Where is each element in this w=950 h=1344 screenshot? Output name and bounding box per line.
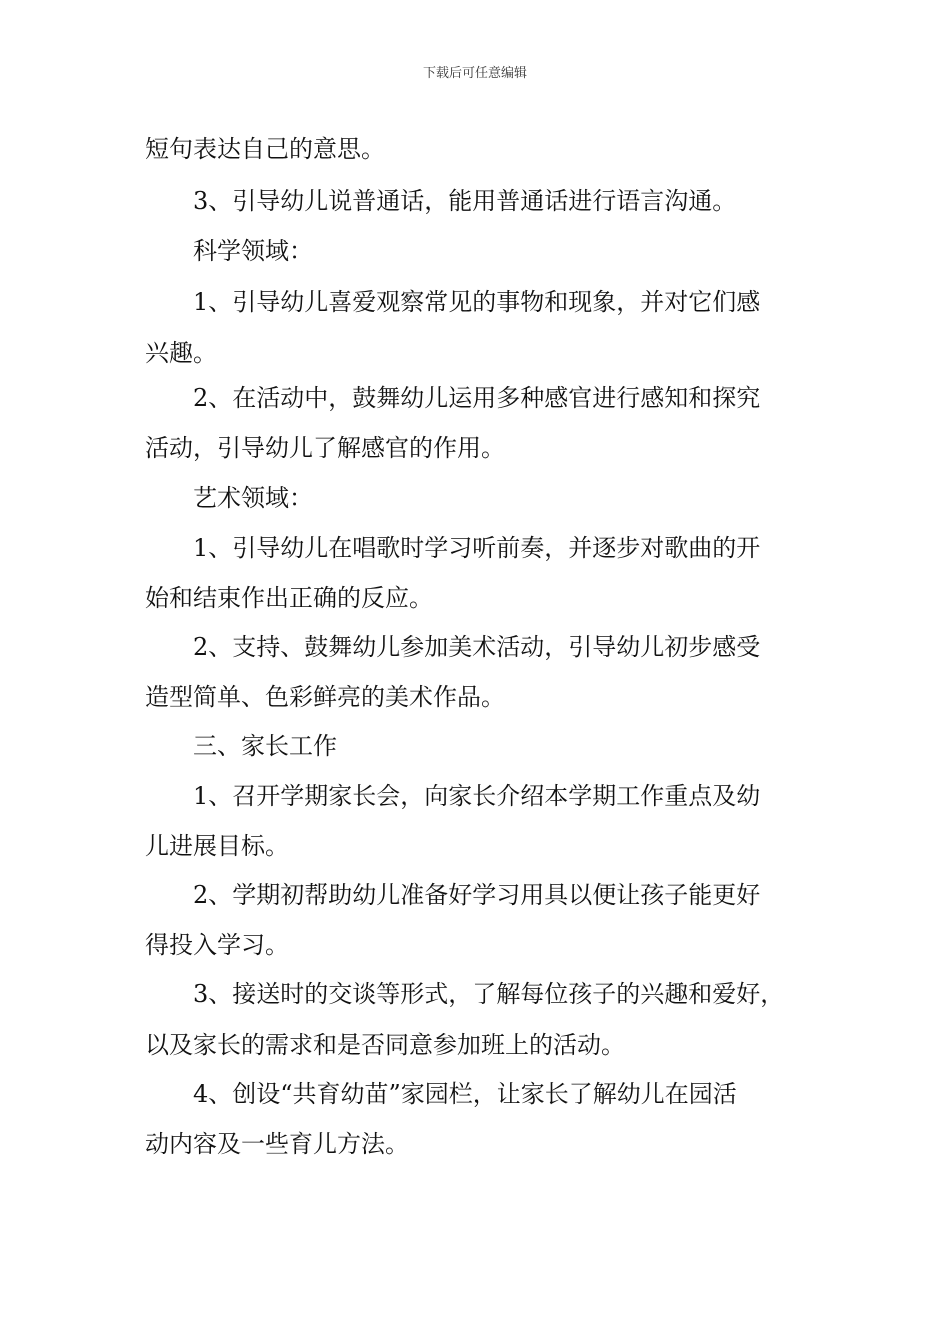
paragraph-line: 活动，引导幼儿了解感官的作用。 <box>145 434 505 462</box>
paragraph-line: 动内容及一些育儿方法。 <box>145 1130 409 1158</box>
paragraph-line: 1、召开学期家长会，向家长介绍本学期工作重点及幼 <box>193 782 761 810</box>
section-heading: 三、家长工作 <box>193 732 337 760</box>
paragraph-line: 1、引导幼儿在唱歌时学习听前奏，并逐步对歌曲的开 <box>193 534 761 562</box>
paragraph-line: 2、支持、鼓舞幼儿参加美术活动，引导幼儿初步感受 <box>193 633 761 661</box>
section-heading: 艺术领域： <box>193 484 313 512</box>
section-heading: 科学领域： <box>193 237 313 265</box>
paragraph-line: 造型简单、色彩鲜亮的美术作品。 <box>145 683 505 711</box>
paragraph-line: 始和结束作出正确的反应。 <box>145 584 433 612</box>
paragraph-line: 3、接送时的交谈等形式，了解每位孩子的兴趣和爱好， <box>193 980 785 1008</box>
paragraph-line: 兴趣。 <box>145 339 217 367</box>
page-header: 下载后可任意编辑 <box>422 66 527 81</box>
paragraph-line: 短句表达自己的意思。 <box>145 135 385 163</box>
paragraph-line: 2、在活动中，鼓舞幼儿运用多种感官进行感知和探究 <box>193 384 761 412</box>
paragraph-line: 1、引导幼儿喜爱观察常见的事物和现象，并对它们感 <box>193 288 761 316</box>
paragraph-line: 得投入学习。 <box>145 931 289 959</box>
paragraph-line: 2、学期初帮助幼儿准备好学习用具以便让孩子能更好 <box>193 881 761 909</box>
paragraph-line: 儿进展目标。 <box>145 832 289 860</box>
paragraph-line: 3、引导幼儿说普通话，能用普通话进行语言沟通。 <box>193 187 737 215</box>
paragraph-line: 以及家长的需求和是否同意参加班上的活动。 <box>145 1031 625 1059</box>
paragraph-line: 4、创设“共育幼苗”家园栏，让家长了解幼儿在园活 <box>193 1080 737 1108</box>
